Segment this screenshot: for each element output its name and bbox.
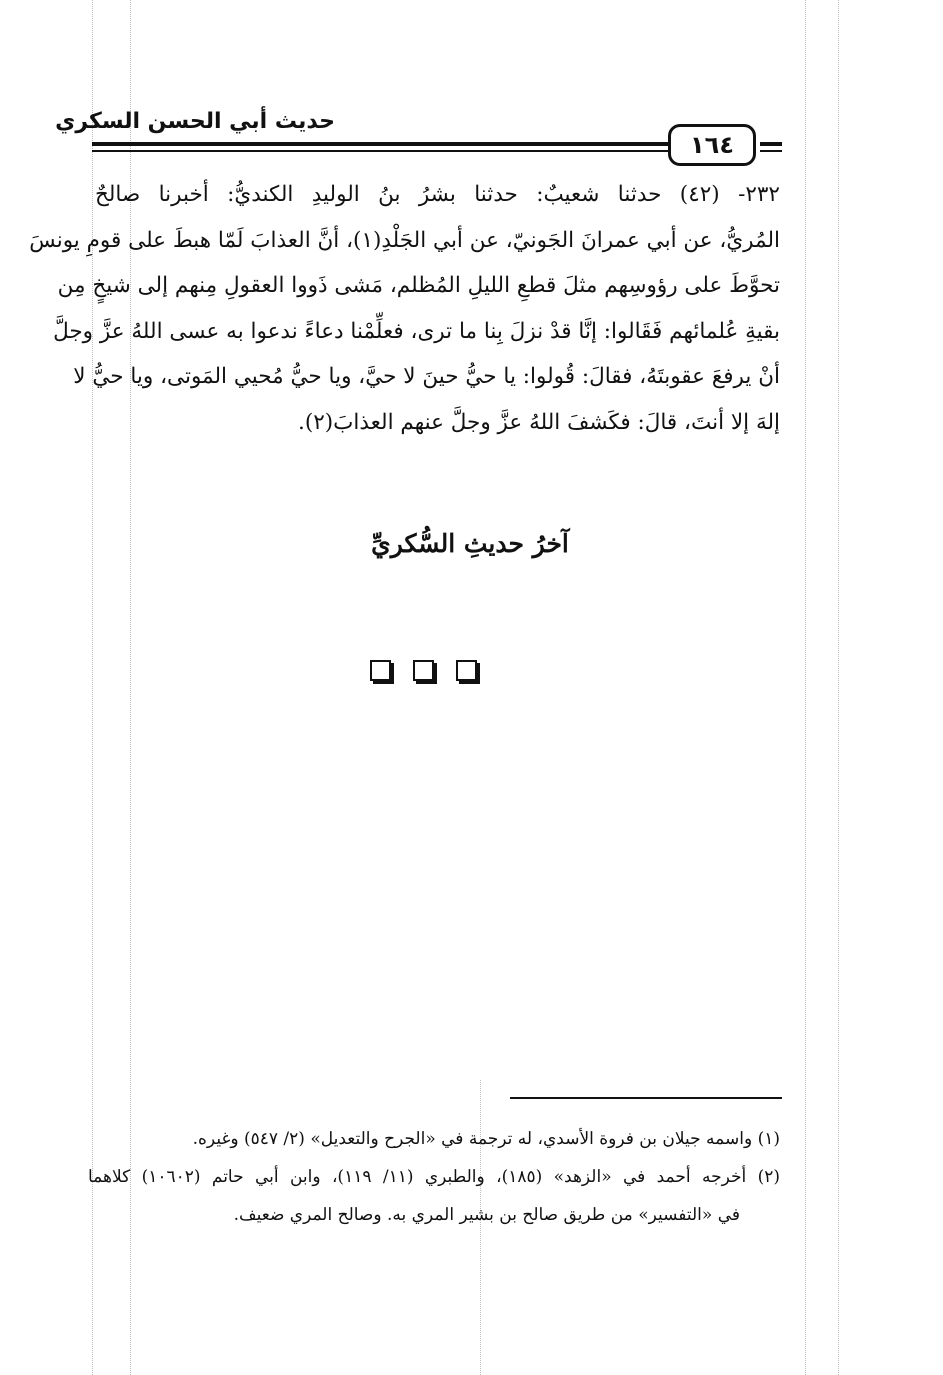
text-line: أنْ يرفعَ عقوبتَهُ، فقالَ: قُولوا: يا حيُّ حينَ لا حيَّ، ويا حيُّ مُحيي المَوتى، ويا حيُّ لا (73, 364, 780, 389)
footnotes (88, 1120, 780, 1234)
header-rule-right-thick (760, 142, 782, 146)
end-ornament (370, 660, 490, 688)
text-line: بقيةِ عُلمائهم فَقَالوا: إنَّا قدْ نزلَ بِنا ما ترى، فعلِّمْنا دعاءً ندعوا به عسى اللهُ عزَّ وجلَّ (53, 318, 780, 344)
footnote-continuation: في «التفسير» من طريق صالح بن بشير المري به. وصالح المري ضعيف. (233, 1205, 740, 1225)
closing-title: آخرُ حديثِ السُّكريِّ (371, 529, 569, 558)
square-ornament-icon (370, 660, 391, 681)
header-rule-right-thin (760, 150, 782, 152)
footnote: (١) واسمه جيلان بن فروة الأسدي، له ترجمة في «الجرح والتعديل» (٢/ ٥٤٧) وغيره. (192, 1129, 780, 1149)
footnote-separator (510, 1097, 782, 1099)
text-line: ٢٣٢- (٤٢) حدثنا شعيبٌ: حدثنا بشرُ بنُ الوليدِ الكنديُّ: أخبرنا صالحٌ (95, 182, 780, 207)
page-number: ١٦٤ (668, 124, 756, 166)
text-line: تحوَّطَ على رؤوسِهم مثلَ قطعِ الليلِ المُظلم، مَشى ذَووا العقولِ مِنهم إلى شيخٍ مِن (57, 273, 780, 298)
footnote: (٢) أخرجه أحمد في «الزهد» (١٨٥)، والطبري (١١/ ١١٩)، وابن أبي حاتم (١٠٦٠٢) كلاهما (88, 1167, 780, 1187)
running-title: حديث أبي الحسن السكري (55, 109, 335, 134)
square-ornament-icon (456, 660, 477, 681)
text-line: إلهَ إلا أنتَ، قالَ: فكَشفَ اللهُ عزَّ وجلَّ عنهم العذابَ(٢). (297, 409, 780, 435)
square-ornament-icon (413, 660, 434, 681)
header-rule-thin (92, 150, 668, 152)
hadith-text (29, 172, 780, 445)
header-rule-thick (92, 142, 668, 146)
text-line: المُريُّ، عن أبي عمرانَ الجَونيّ، عن أبي الجَلْدِ(١)، أنَّ العذابَ لَمّا هبطَ على قومِ يونسَ (29, 227, 780, 253)
